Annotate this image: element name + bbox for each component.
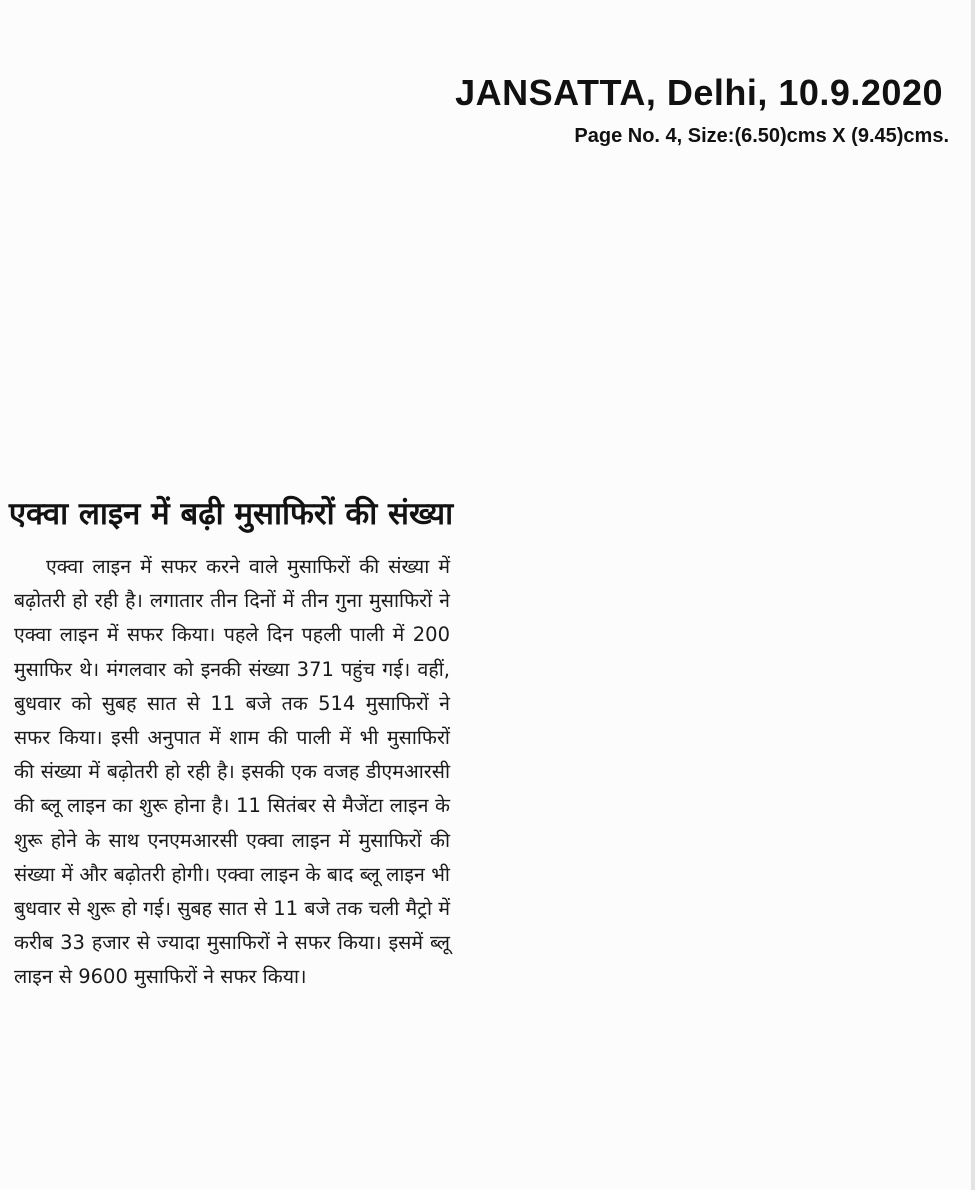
article-headline: एक्वा लाइन में बढ़ी मुसाफिरों की संख्या (8, 496, 454, 532)
article-body: एक्वा लाइन में सफर करने वाले मुसाफिरों की संख्या में बढ़ोतरी हो रही है। लगातार तीन दिनों में तीन गुना मुसाफिरों ने एक्वा लाइन में सफर किया। पहले दिन पहली पाली में 200 मुसाफिर थे। मंगलवार को इनकी संख्या 371 पहुंच गई। वहीं, बुधवार को सुबह सात से 11 बजे तक 514 मुसाफिरों ने सफर किया। इसी अनुपात में शाम की पाली में भी मुसाफिरों की संख्या में बढ़ोतरी हो रही है। इसकी एक वजह डीएमआरसी की ब्लू लाइन का शुरू होना है। 11 सितंबर से मैजेंटा लाइन के शुरू होने के साथ एनएमआरसी एक्वा लाइन में मुसाफिरों की संख्या में और बढ़ोतरी होगी। एक्वा लाइन के बाद ब्लू लाइन भी बुधवार से शुरू हो गई। सुबह सात से 11 बजे तक चली मैट्रो में करीब 33 हजार से ज्यादा मुसाफिरों ने सफर किया। इसमें ब्लू लाइन से 9600 मुसाफिरों ने सफर किया। (14, 555, 450, 989)
publication-title: JANSATTA, Delhi, 10.9.2020 (455, 72, 943, 113)
article-clipping (6, 492, 456, 995)
page-edge (971, 0, 975, 1190)
page-size-info: Page No. 4, Size:(6.50)cms X (9.45)cms. (574, 125, 949, 147)
